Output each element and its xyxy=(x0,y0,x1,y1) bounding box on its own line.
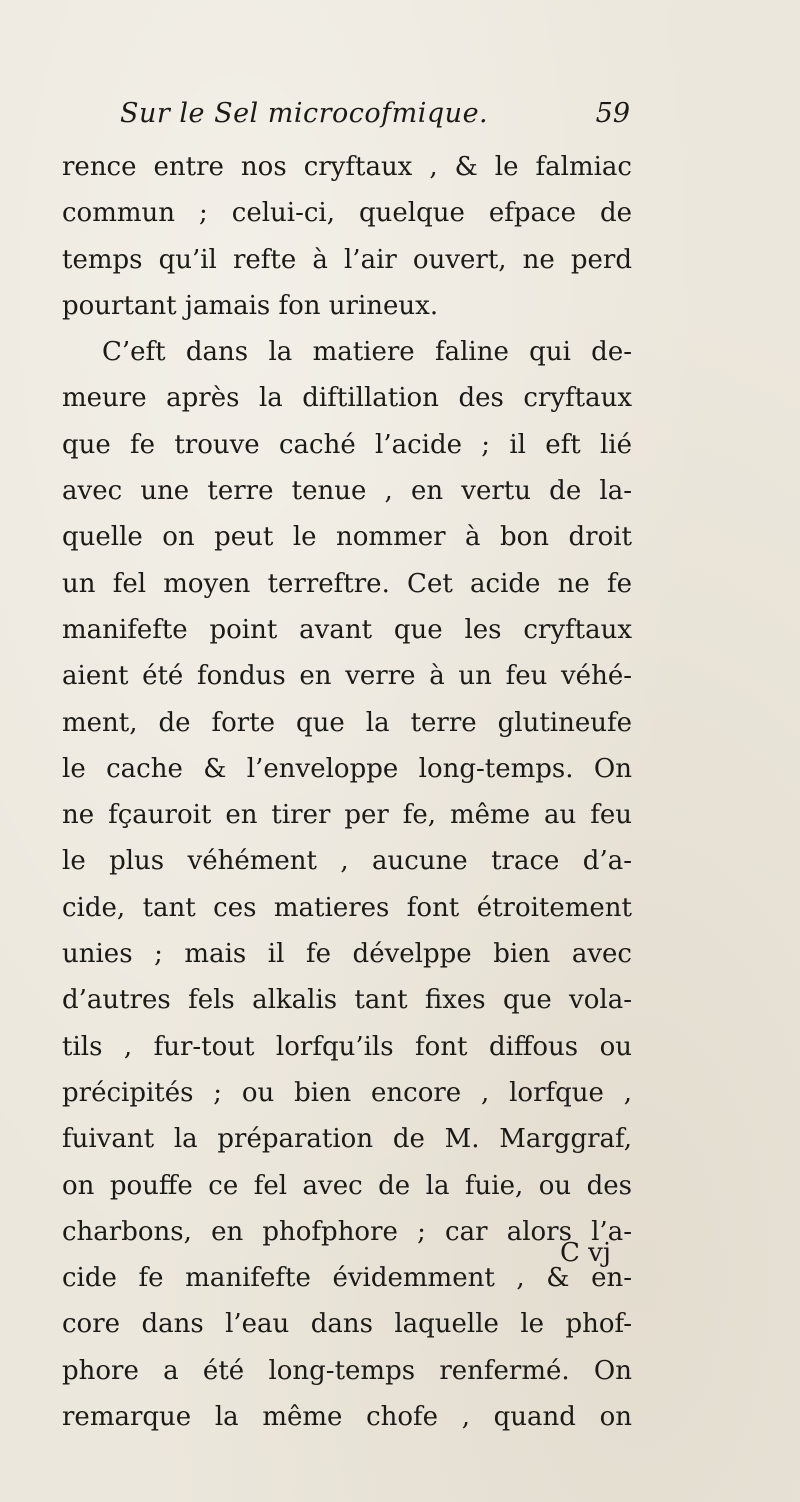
page-number: 59 xyxy=(595,98,630,129)
text-line: unies ; mais il fe dévelppe bien avec xyxy=(62,939,632,970)
text-line: commun ; celui-ci, quelque efpace de xyxy=(62,198,632,229)
text-line: fuivant la préparation de M. Marggraf, xyxy=(62,1124,632,1155)
text-line: d’autres fels alkalis tant fixes que vola- xyxy=(62,985,632,1016)
text-line: aient été fondus en verre à un feu véhé- xyxy=(62,661,632,692)
text-line: C’eft dans la matiere faline qui de- xyxy=(102,337,632,368)
text-line: avec une terre tenue , en vertu de la- xyxy=(62,476,632,507)
running-title: Sur le Sel microcofmique. xyxy=(120,98,489,129)
text-line: phore a été long-temps renfermé. On xyxy=(62,1355,632,1386)
text-line: le cache & l’enveloppe long-temps. On xyxy=(62,753,632,784)
text-line: ne fçauroit en tirer per fe, même au feu xyxy=(62,800,632,831)
body-text xyxy=(62,144,632,1440)
text-line: rence entre nos cryftaux , & le falmiac xyxy=(62,152,632,182)
text-line: cide fe manifefte évidemment , & en- xyxy=(62,1263,632,1294)
text-line: le plus véhément , aucune trace d’a- xyxy=(62,846,632,877)
text-line: que fe trouve caché l’acide ; il eft lié xyxy=(62,429,632,460)
catchword: C vj xyxy=(560,1238,611,1268)
text-line: charbons, en phofphore ; car alors l’a- xyxy=(62,1216,632,1247)
text-line: on pouffe ce fel avec de la fuie, ou des xyxy=(62,1170,632,1201)
text-line: remarque la même chofe , quand on xyxy=(62,1402,632,1433)
text-line: ment, de forte que la terre glutineufe xyxy=(62,707,632,738)
text-line: core dans l’eau dans laquelle le phof- xyxy=(62,1309,632,1340)
text-line: un fel moyen terreftre. Cet acide ne fe xyxy=(62,568,632,599)
text-line: cide, tant ces matieres font étroitement xyxy=(62,892,632,923)
text-line: pourtant jamais fon urineux. xyxy=(62,290,439,321)
page-header xyxy=(120,98,630,138)
text-line: meure après la diftillation des cryftaux xyxy=(62,383,632,414)
text-line: temps qu’il refte à l’air ouvert, ne perd xyxy=(62,244,632,275)
text-line: quelle on peut le nommer à bon droit xyxy=(62,522,632,553)
text-line: manifefte point avant que les cryftaux xyxy=(62,614,632,645)
text-line: précipités ; ou bien encore , lorfque , xyxy=(62,1077,632,1108)
text-line: tils , fur-tout lorfqu’ils font diffous ou xyxy=(62,1031,632,1062)
